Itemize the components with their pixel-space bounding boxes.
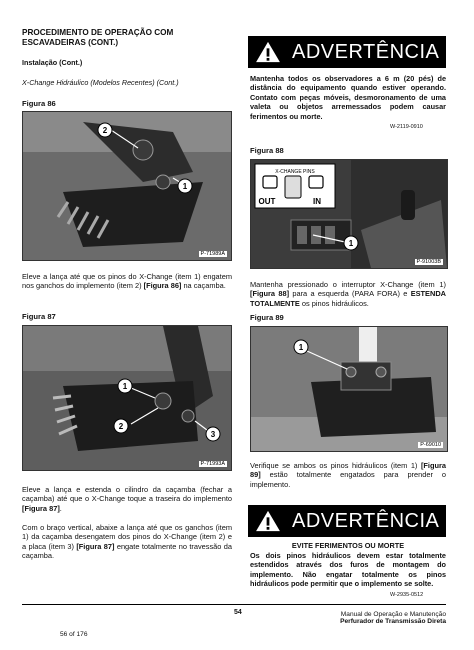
section-heading-line1: PROCEDIMENTO DE OPERAÇÃO COM	[22, 28, 174, 37]
footer-manual-line1: Manual de Operação e Manutenção	[340, 611, 446, 618]
figure88-callout-1: 1	[348, 239, 354, 248]
section-heading-line2: ESCAVADEIRAS (CONT.)	[22, 38, 119, 47]
para-fig89-text: Verifique se ambos os pinos hidráulicos (item 1)	[250, 461, 421, 470]
installation-title: Instalação (Cont.)	[22, 58, 83, 67]
figure88-label: Figura 88	[250, 146, 284, 155]
para-fig88	[250, 280, 446, 308]
para-fig88-bold: ESTENDA TOTALMENTE	[250, 289, 447, 308]
figure89-label: Figura 89	[250, 313, 284, 322]
figure89-code: P-69010	[420, 442, 441, 448]
figure89-callout-1: 1	[298, 343, 304, 352]
figure88-code: P-91003B	[416, 259, 441, 265]
figure88-illustration	[251, 160, 447, 268]
para-fig87a-ref: [Figura 87]	[22, 503, 60, 513]
figure89-photo	[250, 326, 448, 452]
warning-triangle-icon	[254, 41, 282, 63]
para-fig88-end: os pinos hidráulicos.	[299, 298, 369, 308]
figure87-illustration	[23, 326, 231, 470]
para-fig86-ref: [Figura 86]	[143, 281, 182, 291]
footer-manual-title	[290, 611, 446, 625]
para-fig89-ref: [Figura 89]	[250, 461, 446, 480]
para-fig88-ref: [Figura 88]	[250, 289, 290, 299]
para-fig88-text1: Mantenha pressionado o interruptor X-Change (item 1)	[250, 280, 446, 289]
warning1-code: W-2119-0910	[390, 124, 423, 130]
para-fig87a	[22, 485, 232, 513]
figure88-in-label: IN	[313, 197, 321, 206]
para-fig86	[22, 272, 232, 291]
warning1-banner	[248, 36, 446, 68]
figure86-photo	[22, 111, 232, 261]
figure87-callout-2: 2	[118, 422, 124, 431]
para-fig87b-text: Com o braço vertical, abaixe a lança até que os ganchos (item 1) da caçamba desengatem dos pinos do X-Change (item 2) e a placa (item 3)	[22, 523, 232, 551]
installation-subtitle: X-Change Hidráulico (Modelos Recentes) (Cont.)	[22, 78, 179, 87]
page-count: 56 of 176	[60, 631, 88, 638]
warning-triangle-icon	[254, 510, 282, 532]
section-heading	[22, 28, 232, 48]
figure89-illustration	[251, 327, 447, 451]
figure87-photo	[22, 325, 232, 471]
para-fig87b	[22, 523, 232, 561]
para-fig87a-text: Eleve a lança e estenda o cilindro da caçamba (fechar a caçamba) até que o X-Change toque a traseira do implemento	[22, 485, 232, 504]
para-fig86-text: Eleve a lança até que os pinos do X-Change (item 1) engatem nos ganchos do implemento (item 2)	[22, 272, 232, 291]
para-fig88-text2: para a esquerda (PARA FORA) e	[289, 289, 411, 299]
para-fig86-end: na caçamba.	[181, 281, 226, 291]
para-fig87a-end: .	[59, 503, 62, 513]
page-number: 54	[234, 609, 242, 616]
figure87-callout-3: 3	[210, 430, 216, 439]
figure88-switch-label: X-CHANGE PINS	[275, 169, 315, 175]
warning2-title: ADVERTÊNCIA	[292, 509, 440, 532]
footer-manual-line2: Perfurador de Transmissão Direta	[340, 618, 446, 625]
figure88-photo	[250, 159, 448, 269]
warning1-title: ADVERTÊNCIA	[292, 40, 440, 63]
figure87-code: P-71993A	[200, 461, 225, 467]
warning1-body: Mantenha todos os observadores a 6 m (20 pés) de distância do equipamento quando estiver operando. Contato com peças móveis, desmoronamento de uma valeta ou objetos arremessados podem causar ferimentos ou morte.	[250, 74, 446, 121]
figure86-callout-1: 1	[182, 182, 188, 191]
figure87-callout-1: 1	[122, 382, 128, 391]
para-fig87b-end: engate totalmente no travessão da caçamba.	[22, 541, 232, 561]
warning2-banner	[248, 505, 446, 537]
para-fig87b-ref: [Figura 87]	[76, 541, 115, 551]
footer-rule	[22, 604, 446, 605]
warning2-body: Os dois pinos hidráulicos devem estar totalmente estendidos através dos furos de montagem do implemento. Não engatar totalmente os pinos hidráulicos pode permitir que o implemento se solte.	[250, 551, 446, 589]
figure86-label: Figura 86	[22, 99, 56, 108]
figure86-illustration	[23, 112, 231, 260]
figure87-label: Figura 87	[22, 312, 56, 321]
figure88-out-label: OUT	[258, 197, 276, 206]
warning2-heading: EVITE FERIMENTOS OU MORTE	[291, 541, 405, 550]
figure86-code: P-71989A	[200, 251, 225, 257]
warning2-code: W-2935-0512	[390, 592, 424, 598]
para-fig89	[250, 461, 446, 489]
figure86-callout-2: 2	[102, 126, 108, 135]
para-fig89-end: estão totalmente engatados para prender o implemento.	[250, 470, 446, 489]
